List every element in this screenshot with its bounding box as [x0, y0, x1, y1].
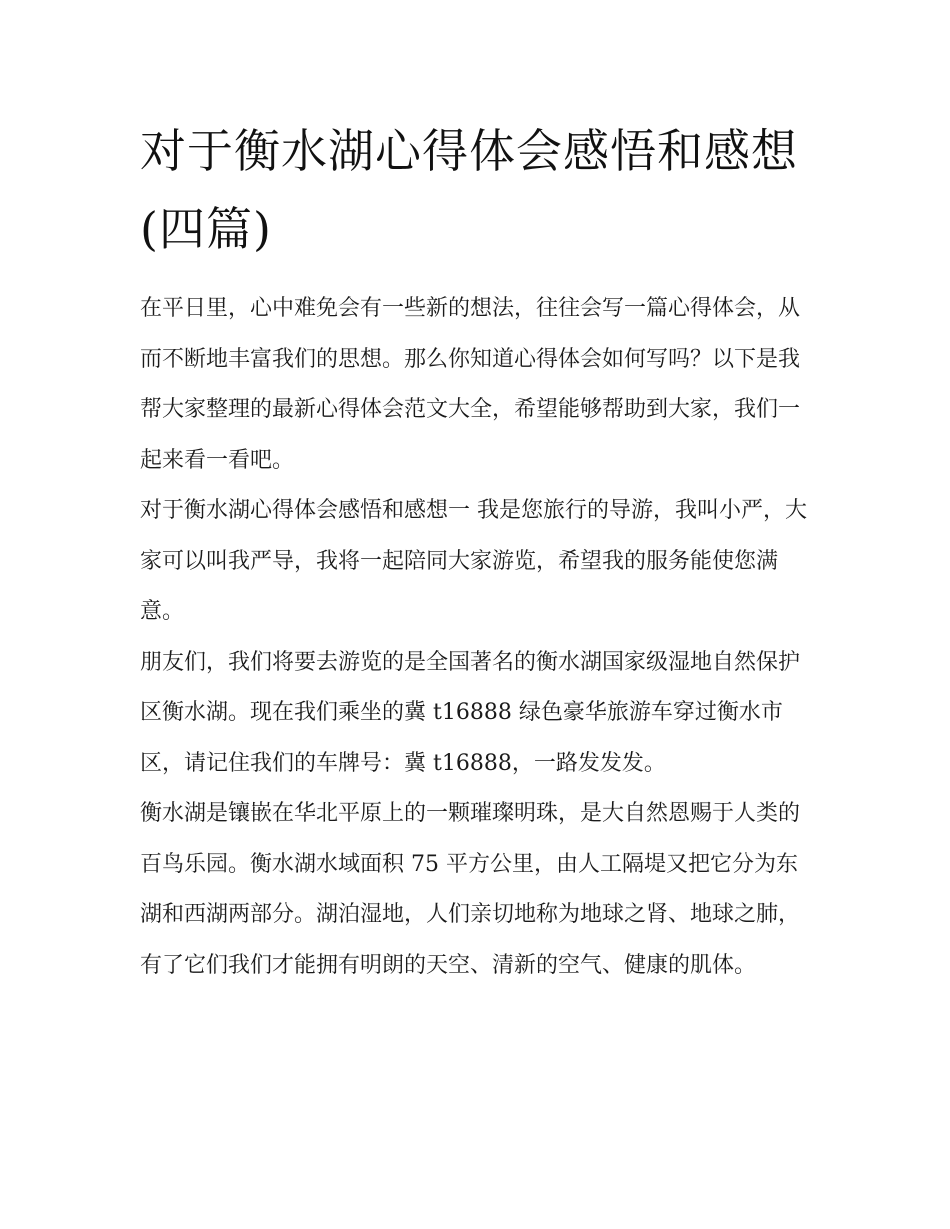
paragraph-guide-intro: 对于衡水湖心得体会感悟和感想一 我是您旅行的导游，我叫小严，大家可以叫我严导，我将一起陪同大家游览，希望我的服务能使您满意。 [140, 498, 807, 624]
document-title: 对于衡水湖心得体会感悟和感想(四篇) [140, 124, 798, 256]
document-body [140, 284, 812, 991]
document-page [140, 112, 812, 991]
paragraph-tour-bus: 朋友们，我们将要去游览的是全国著名的衡水湖国家级湿地自然保护区衡水湖。现在我们乘坐的冀 t16888 绿色豪华旅游车穿过衡水市区，请记住我们的车牌号：冀 t16888，一路发发发。 [140, 649, 801, 776]
paragraph-intro: 在平日里，心中难免会有一些新的想法，往往会写一篇心得体会，从而不断地丰富我们的思想。那么你知道心得体会如何写吗？以下是我帮大家整理的最新心得体会范文大全，希望能够帮助到大家，我们一起来看一看吧。 [140, 296, 801, 473]
paragraph-lake-description: 衡水湖是镶嵌在华北平原上的一颗璀璨明珠，是大自然恩赐于人类的百鸟乐园。衡水湖水域面积 75 平方公里，由人工隔堤又把它分为东湖和西湖两部分。湖泊湿地，人们亲切地称为地球之肾、地球之肺，有了它们我们才能拥有明朗的天空、清新的空气、健康的肌体。 [140, 801, 801, 978]
